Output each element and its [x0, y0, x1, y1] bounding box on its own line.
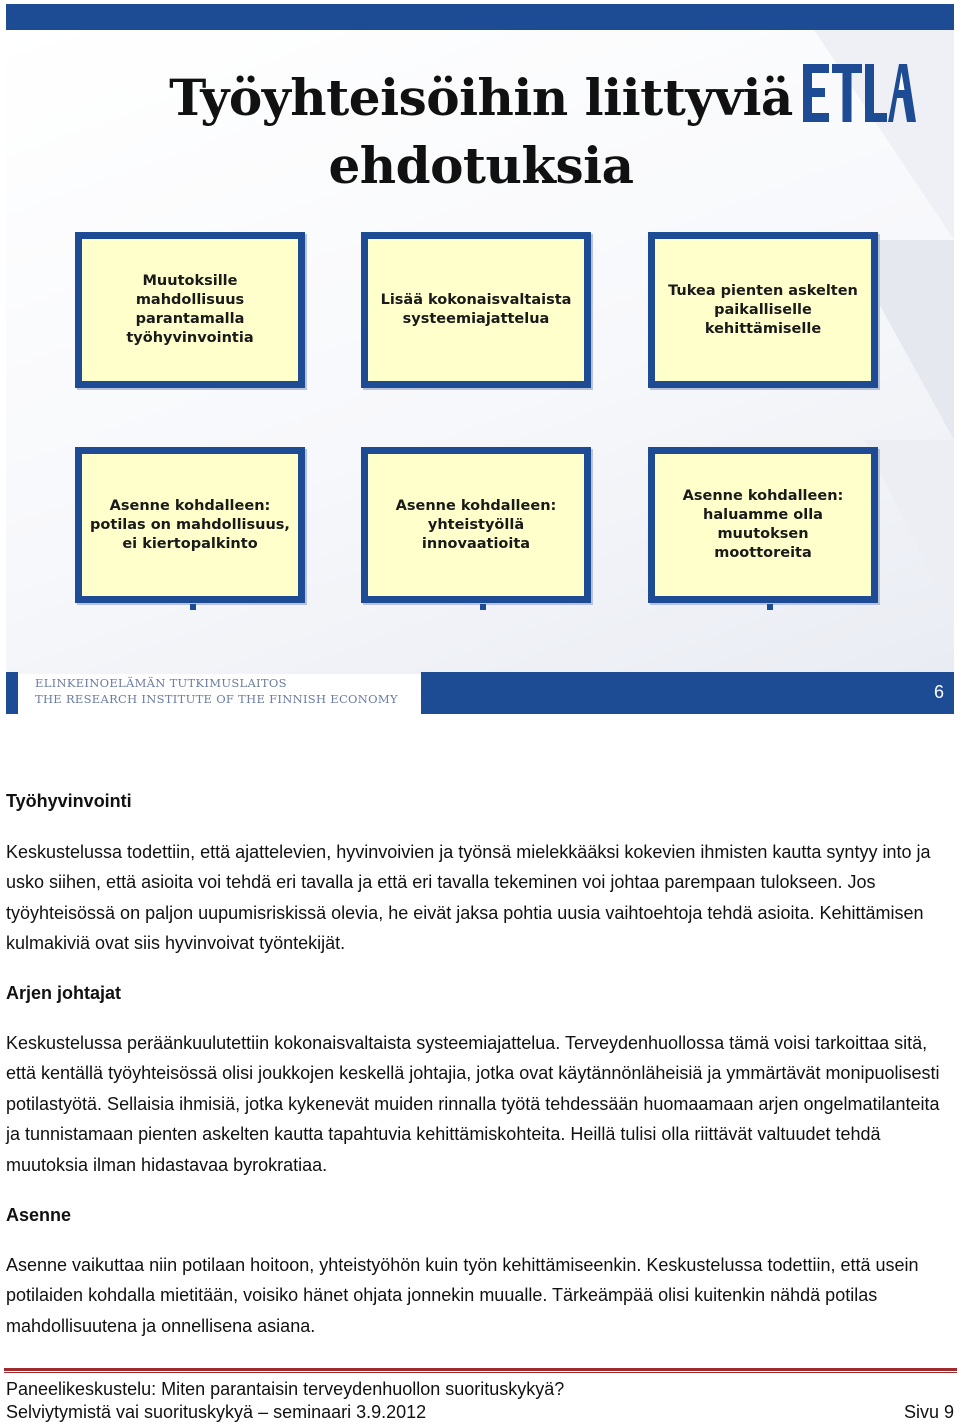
section-paragraph: Keskustelussa todettiin, että ajattelevien, hyvinvoivien ja työnsä mielekkääksi kokevien ihmisten kautta syntyy into ja usko siihen, että asioita voi tehdä eri tavalla ja että eri tavalla tekeminen voi johtaa parempaan tulokseen. Jos työyhteisössä on paljon uupumisriskissä olevia, he eivät jaksa pohtia uusia vaihtoehtoja tehdä asioita. Kehittämisen kulmakiviä ovat siis hyvinvoivat työntekijät. [6, 842, 931, 954]
footer-event-title: Paneelikeskustelu: Miten parantaisin terveydenhuollon suorituskykyä? [6, 1379, 565, 1399]
etla-logo [801, 60, 916, 126]
proposal-box-text: Tukea pienten askelten paikalliselle kehittämiselle [668, 282, 858, 337]
box-connector [480, 604, 486, 610]
proposal-box-3 [648, 232, 878, 388]
slide-title: Työyhteisöihin liittyviä ehdotuksia [169, 68, 793, 195]
section-paragraph: Keskustelussa peräänkuulutettiin kokonaisvaltaista systeemiajattelua. Terveydenhuollossa tämä voisi tarkoittaa sitä, että kentällä työyhteisössä olisi joukkojen keskellä johtajia, jotka ovat käytännönläheisiä ja ymmärtävät monipuolisesti potilastyötä. Sellaisia ihmisiä, jotka kykenevät muiden rinnalla työtä tehdessään huomaamaan arjen ongelmatilanteita ja tunnistamaan pienten askelten kautta tapahtuvia kehittämiskohteita. Heillä tulisi olla riittävät valtuudet tehdä muutoksia ilman hidastavaa byrokratiaa. [6, 1033, 940, 1175]
proposal-box-4 [75, 447, 305, 603]
section-heading: Asenne [6, 1205, 72, 1225]
proposal-box-text: Asenne kohdalleen: potilas on mahdollisuus, ei kiertopalkinto [90, 497, 290, 552]
footer-bar [421, 672, 954, 714]
box-connector [190, 604, 196, 610]
footer-seminar: Selviytymistä vai suorituskykyä – seminaari 3.9.2012 [6, 1402, 427, 1422]
slide-footer [6, 672, 954, 714]
page-footer [6, 1378, 954, 1424]
proposal-box-text: Asenne kohdalleen: yhteistyöllä innovaatioita [395, 497, 557, 552]
footer-rule [4, 1368, 957, 1371]
proposal-box-text: Lisää kokonaisvaltaista systeemiajattelua [380, 292, 572, 327]
section-heading: Arjen johtajat [6, 983, 122, 1003]
proposal-box-6 [648, 447, 878, 603]
slide-number: 6 [933, 682, 944, 702]
proposal-box-5 [361, 447, 591, 603]
slide-top-bar [6, 4, 954, 30]
page-number: Sivu 9 [903, 1402, 954, 1422]
section-heading: Työhyvinvointi [6, 791, 132, 811]
box-connector [767, 604, 773, 610]
proposal-box-text: Muutoksille mahdollisuus parantamalla työhyvinvointia [126, 273, 254, 346]
institute-name [35, 675, 398, 707]
slide-image [6, 4, 954, 714]
footer-rule [4, 1372, 957, 1373]
section-paragraph: Asenne vaikuttaa niin potilaan hoitoon, yhteistyöhön kuin työn kehittämiseenkin. Keskustelussa todettiin, että usein potilaiden kohdalla mietitään, voisiko hänet ohjata jonnekin muualle. Tärkeämpää olisi kuitenkin nähdä potilas mahdollisuutena ja onnellisena asiana. [6, 1255, 919, 1336]
institute-name-fi: ELINKEINOELÄMÄN TUTKIMUSLAITOS [35, 676, 287, 690]
institute-name-en: THE RESEARCH INSTITUTE OF THE FINNISH ECONOMY [35, 692, 398, 706]
footer-accent-bar [6, 672, 18, 714]
proposal-box-1 [75, 232, 305, 388]
proposal-box-2 [361, 232, 591, 388]
proposal-box-text: Asenne kohdalleen: haluamme olla muutoksen moottoreita [682, 488, 844, 561]
